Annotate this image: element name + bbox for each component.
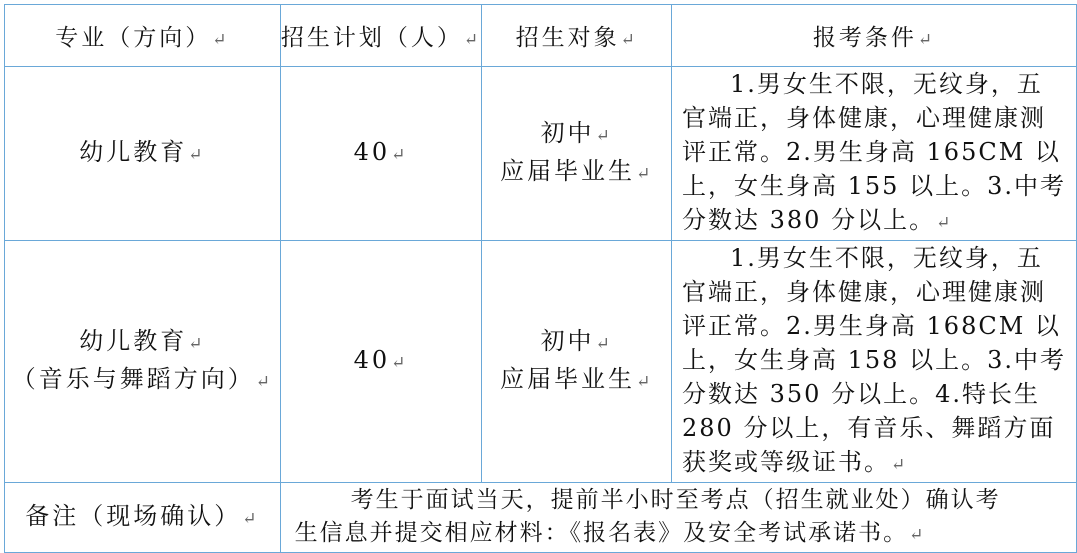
row1-conditions: 1.男女生不限，无纹身，五 官端正，身体健康，心理健康测 评正常。2.男生身高 165CM 以 上，女生身高 155 以上。3.中考 分数达 380 分以上。↵ — [672, 67, 1077, 241]
header-major: 专业（方向）↵ — [5, 5, 281, 67]
row2-plan: 40↵ — [280, 241, 482, 483]
row1-major: 幼儿教育↵ — [5, 67, 281, 241]
row2-target: 初中↵ 应届毕业生↵ — [482, 241, 672, 483]
table-row — [5, 241, 1077, 483]
row1-target: 初中↵ 应届毕业生↵ — [482, 67, 672, 241]
admission-table — [4, 4, 1077, 553]
table-row — [5, 67, 1077, 241]
remark-text: 考生于面试当天，提前半小时至考点（招生就业处）确认考 生信息并提交相应材料：《报名表》及安全考试承诺书。↵ — [280, 483, 1076, 553]
header-conditions: 报考条件↵ — [672, 5, 1077, 67]
remark-label: 备注（现场确认）↵ — [5, 483, 281, 553]
header-target: 招生对象↵ — [482, 5, 672, 67]
header-row — [5, 5, 1077, 67]
header-plan: 招生计划（人）↵ — [280, 5, 482, 67]
row2-conditions: 1.男女生不限，无纹身，五 官端正，身体健康，心理健康测 评正常。2.男生身高 168CM 以 上，女生身高 158 以上。3.中考 分数达 350 分以上。4.特长生 280 分以上，有音乐、舞蹈方面 获奖或等级证书。↵ — [672, 241, 1077, 483]
row1-plan: 40↵ — [280, 67, 482, 241]
row2-major: 幼儿教育↵ （音乐与舞蹈方向）↵ — [5, 241, 281, 483]
remark-row — [5, 483, 1077, 553]
